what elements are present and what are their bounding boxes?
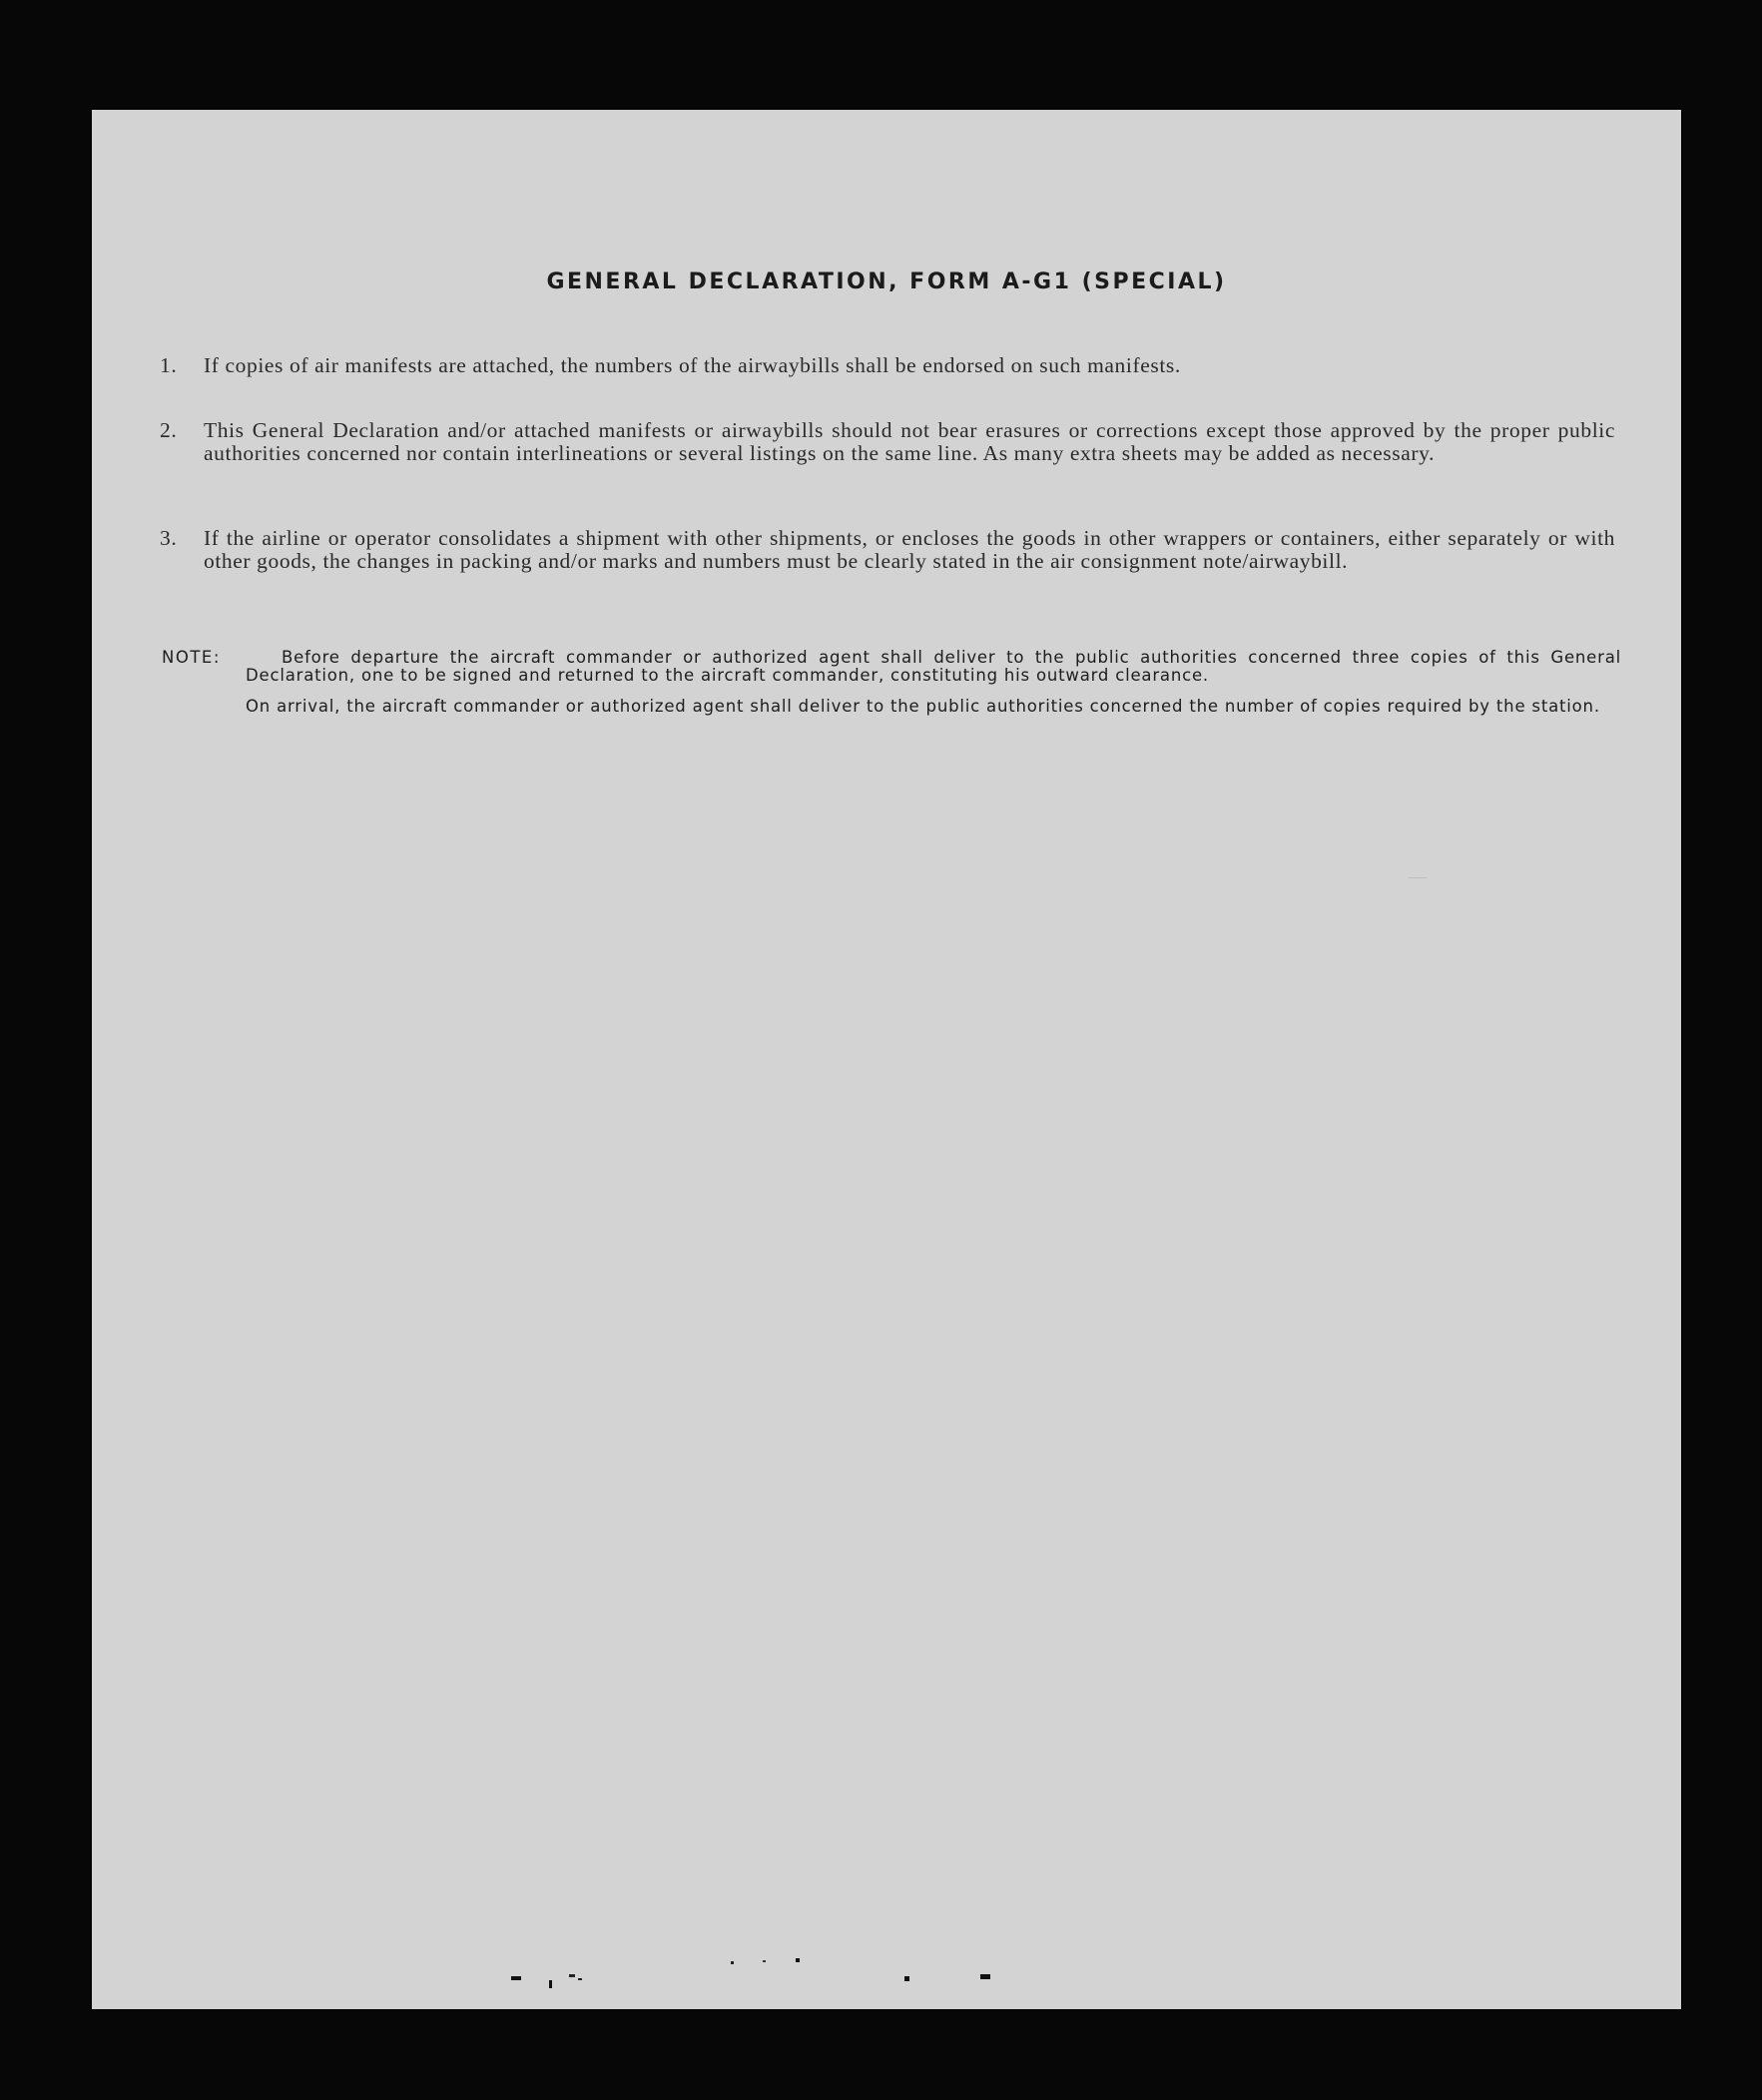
scan-specks — [92, 110, 1681, 2009]
page-title: GENERAL DECLARATION, FORM A-G1 (SPECIAL) — [546, 269, 1227, 294]
instruction-item-1 — [160, 354, 1615, 377]
note-paragraph-departure: Before departure the aircraft commander or authorized agent shall deliver to the public authorities concerned three copies of this General Declaration, one to be signed and returned to the aircraft commander, constituting his outward clearance. — [246, 648, 1621, 685]
instruction-item-3 — [160, 527, 1615, 573]
item-number: 3. — [160, 526, 178, 550]
document-page — [92, 110, 1681, 2009]
item-text: If copies of air manifests are attached, the numbers of the airwaybills shall be endorsed on such manifests. — [204, 353, 1181, 377]
item-text: If the airline or operator consolidates a shipment with other shipments, or encloses the goods in other wrappers or containers, either separately or with other goods, the changes in packing and/or marks and numbers must be clearly stated in the air consignment note/airwaybill. — [204, 526, 1615, 573]
item-number: 2. — [160, 418, 178, 442]
instruction-item-2 — [160, 419, 1615, 465]
note-label: NOTE: — [162, 648, 221, 667]
item-number: 1. — [160, 353, 178, 377]
note-block — [162, 649, 1621, 716]
item-text: This General Declaration and/or attached manifests or airwaybills should not bear erasures or corrections except those approved by the proper public authorities concerned nor contain interlineations or several listings on the same line. As many extra sheets may be added as necessary. — [204, 418, 1615, 465]
note-paragraph-arrival: On arrival, the aircraft commander or authorized agent shall deliver to the public authorities concerned the number of copies required by the station. — [246, 697, 1600, 716]
